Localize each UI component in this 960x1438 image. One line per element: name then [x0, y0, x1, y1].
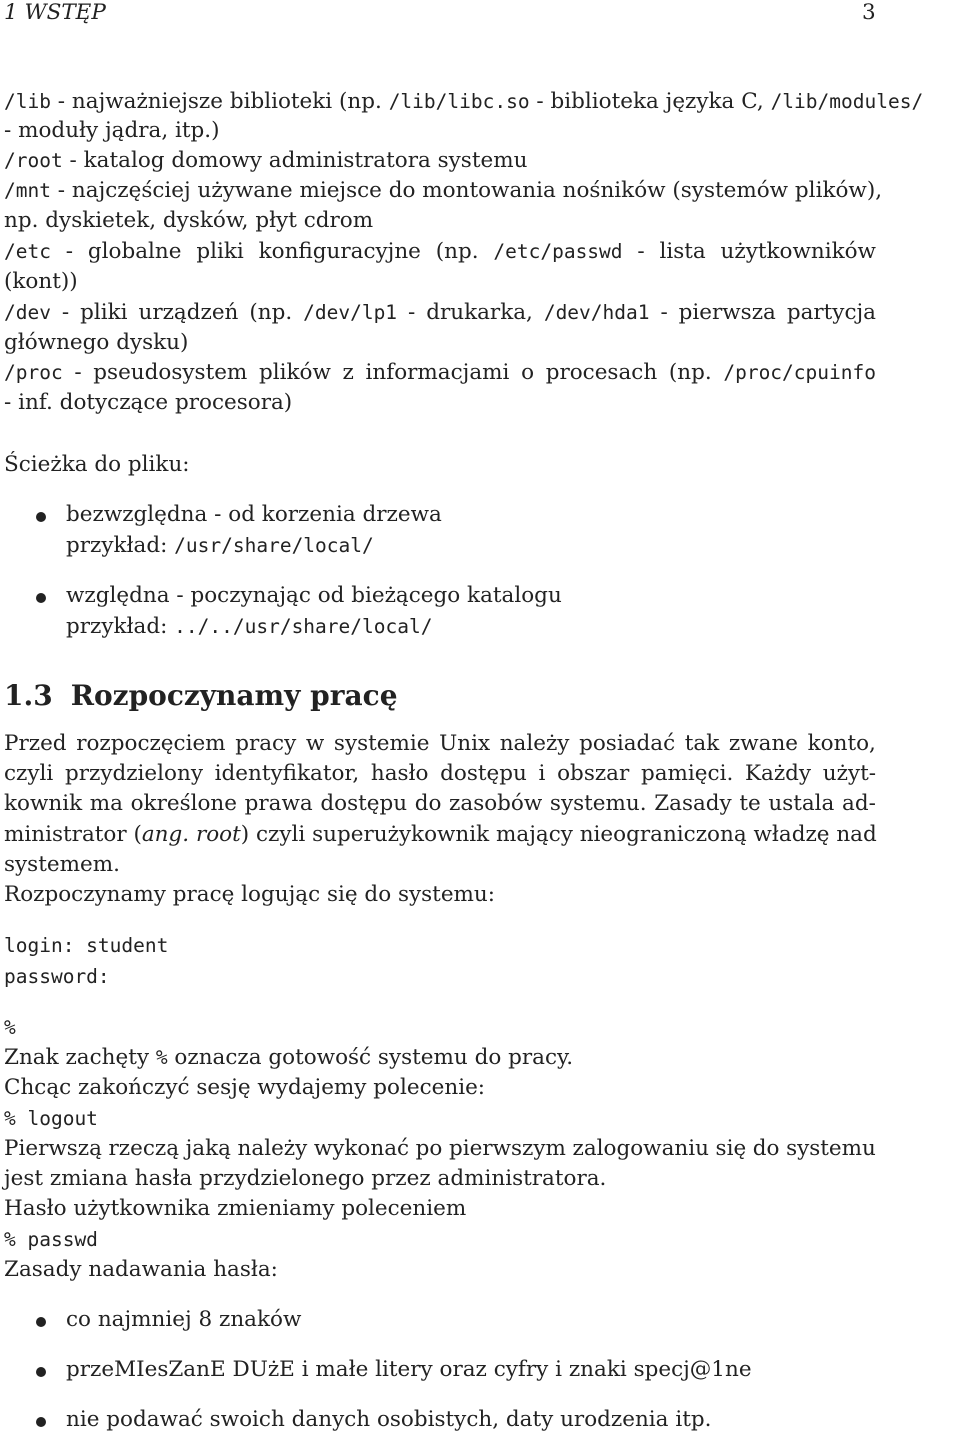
- bullet-icon: [36, 1367, 46, 1377]
- passwd-intro: Hasło użytkownika zmieniamy poleceniem: [4, 1196, 467, 1221]
- prompt-description: Znak zachęty % oznacza gotowość systemu do pracy.: [4, 1045, 574, 1070]
- dir-lib-line: /lib - najważniejsze biblioteki (np. /lib/libc.so - biblioteka języka C, /lib/modules/: [4, 89, 924, 114]
- dir-lib-continuation: - moduły jądra, itp.): [4, 118, 220, 143]
- terminal-prompt: %: [4, 1016, 16, 1039]
- terminal-password: password:: [4, 965, 110, 988]
- para1-line-4: ministrator (ang. root) czyli superużykownik mający nieograniczoną władzę nad: [4, 822, 877, 847]
- para1-line-2: czyli przydzielony identyfikator, hasło dostępu i obszar pamięci. Każdy użyt-: [4, 761, 876, 786]
- bullet-icon: [36, 512, 46, 522]
- logout-intro: Chcąc zakończyć sesję wydajemy polecenie:: [4, 1075, 486, 1100]
- dir-etc-line: /etc - globalne pliki konfiguracyjne (np. /etc/passwd - lista użytkowników: [4, 239, 876, 264]
- first-thing-line-1: Pierwszą rzeczą jaką należy wykonać po pierwszym zalogowaniu się do systemu: [4, 1136, 876, 1161]
- rules-heading: Zasady nadawania hasła:: [4, 1257, 278, 1282]
- bullet-icon: [36, 593, 46, 603]
- first-thing-line-2: jest zmiana hasła przydzielonego przez administratora.: [4, 1166, 607, 1191]
- dir-dev-line: /dev - pliki urządzeń (np. /dev/lp1 - drukarka, /dev/hda1 - pierwsza partycja: [4, 300, 876, 325]
- dir-etc-continuation: (kont)): [4, 269, 78, 294]
- dir-mnt-continuation: np. dyskietek, dysków, płyt cdrom: [4, 208, 374, 233]
- rule-item: przeMIesZanE DUżE i małe litery oraz cyfry i znaki specj@1ne: [66, 1357, 752, 1382]
- path-item-relative: względna - poczynając od bieżącego katalogu: [66, 583, 562, 608]
- dir-root-line: /root - katalog domowy administratora systemu: [4, 148, 528, 173]
- dir-proc-continuation: - inf. dotyczące procesora): [4, 390, 293, 415]
- bullet-icon: [36, 1317, 46, 1327]
- para1-line-3: kownik ma określone prawa dostępu do zasobów systemu. Zasady te ustala ad-: [4, 791, 876, 816]
- rule-item: co najmniej 8 znaków: [66, 1307, 302, 1332]
- para1-line-1: Przed rozpoczęciem pracy w systemie Unix należy posiadać tak zwane konto,: [4, 731, 876, 756]
- dir-mnt-line: /mnt - najczęściej używane miejsce do montowania nośników (systemów plików),: [4, 178, 883, 203]
- rule-item: nie podawać swoich danych osobistych, daty urodzenia itp.: [66, 1407, 712, 1432]
- logout-command: % logout: [4, 1107, 98, 1130]
- bullet-icon: [36, 1417, 46, 1427]
- path-item-absolute: bezwzględna - od korzenia drzewa: [66, 502, 442, 527]
- login-intro: Rozpoczynamy pracę logując się do systemu:: [4, 882, 496, 907]
- path-heading: Ścieżka do pliku:: [4, 452, 190, 477]
- terminal-login: login: student: [4, 934, 169, 957]
- section-heading: 1.3 Rozpoczynamy pracę: [4, 679, 398, 712]
- dir-dev-continuation: głównego dysku): [4, 330, 189, 355]
- running-header-chapter: 1 WSTĘP: [4, 0, 106, 25]
- dir-proc-line: /proc - pseudosystem plików z informacjami o procesach (np. /proc/cpuinfo: [4, 360, 876, 385]
- path-item-relative-example: przykład: ../../usr/share/local/: [66, 614, 433, 639]
- para1-line-5: systemem.: [4, 852, 120, 877]
- passwd-command: % passwd: [4, 1228, 98, 1251]
- page-number: 3: [862, 0, 876, 25]
- path-item-absolute-example: przykład: /usr/share/local/: [66, 533, 374, 558]
